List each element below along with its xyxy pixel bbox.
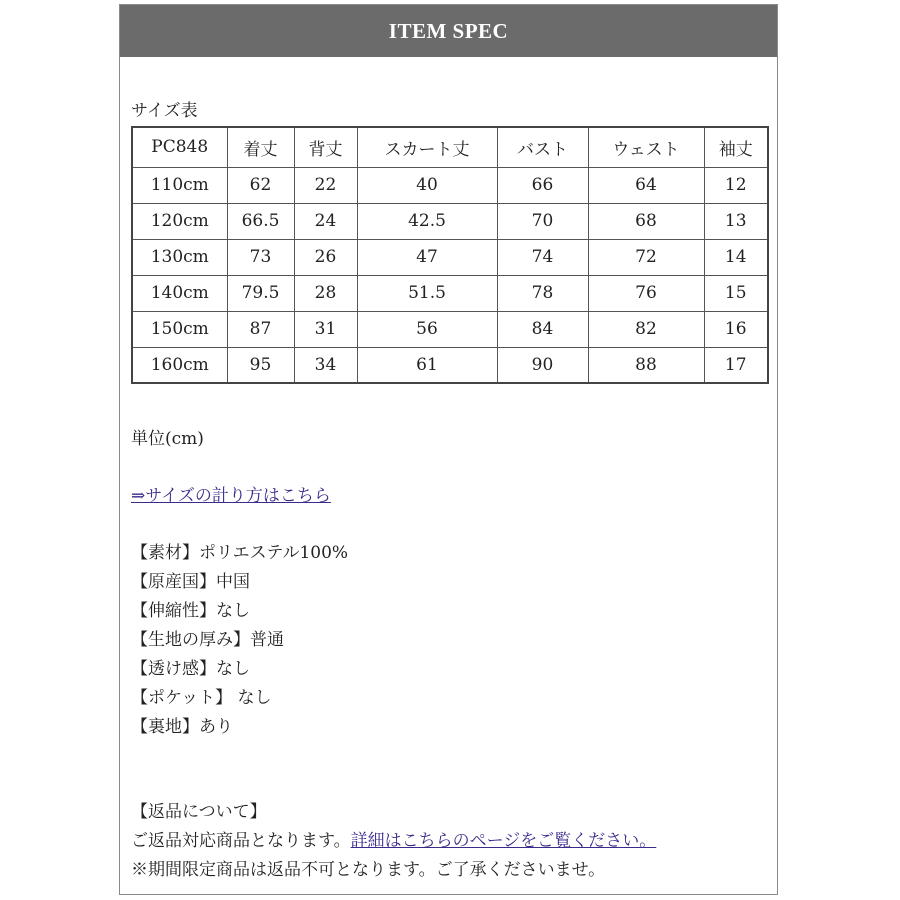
size-table-size-cell: 160cm xyxy=(132,347,227,383)
size-table-value-cell: 84 xyxy=(497,311,588,347)
spec-lining: 【裏地】あり xyxy=(131,717,233,737)
size-measure-link[interactable]: ⇒サイズの計り方はこちら xyxy=(131,486,331,506)
size-table-value-cell: 90 xyxy=(497,347,588,383)
spec-pocket: 【ポケット】 なし xyxy=(131,688,272,708)
size-table-row xyxy=(132,275,768,311)
size-table-header-cell: PC848 xyxy=(132,127,227,167)
unit-note: 単位(cm) xyxy=(131,429,204,449)
size-table-value-cell: 62 xyxy=(227,167,294,203)
size-table-size-cell: 140cm xyxy=(132,275,227,311)
size-table-value-cell: 74 xyxy=(497,239,588,275)
size-table-row xyxy=(132,311,768,347)
item-spec-header xyxy=(120,5,777,57)
item-spec-title: ITEM SPEC xyxy=(388,18,509,43)
size-table-value-cell: 12 xyxy=(704,167,768,203)
size-table-value-cell: 95 xyxy=(227,347,294,383)
size-table-size-cell: 150cm xyxy=(132,311,227,347)
size-table-caption: サイズ表 xyxy=(131,101,198,121)
size-table-value-cell: 26 xyxy=(294,239,357,275)
size-table-value-cell: 72 xyxy=(588,239,704,275)
size-table-value-cell: 47 xyxy=(357,239,497,275)
size-table-header-cell: ウェスト xyxy=(588,127,704,167)
size-table-size-cell: 130cm xyxy=(132,239,227,275)
returns-text: ご返品対応商品となります。 xyxy=(131,831,351,851)
size-table-value-cell: 40 xyxy=(357,167,497,203)
size-table-value-cell: 24 xyxy=(294,203,357,239)
size-table-value-cell: 76 xyxy=(588,275,704,311)
size-table-header-cell: バスト xyxy=(497,127,588,167)
size-table-header-row xyxy=(132,127,768,167)
size-table-value-cell: 88 xyxy=(588,347,704,383)
size-table-value-cell: 28 xyxy=(294,275,357,311)
size-table-value-cell: 17 xyxy=(704,347,768,383)
size-table-value-cell: 64 xyxy=(588,167,704,203)
returns-detail-link[interactable]: 詳細はこちらのページをご覧ください。 xyxy=(350,831,657,851)
item-spec-panel xyxy=(119,4,778,895)
size-table-header-cell: スカート丈 xyxy=(357,127,497,167)
size-table-value-cell: 78 xyxy=(497,275,588,311)
spec-origin: 【原産国】中国 xyxy=(131,572,250,592)
size-table-value-cell: 16 xyxy=(704,311,768,347)
size-table-header-cell: 着丈 xyxy=(227,127,294,167)
size-table-value-cell: 73 xyxy=(227,239,294,275)
returns-line1 xyxy=(131,830,656,852)
size-table-row xyxy=(132,347,768,383)
size-table-value-cell: 68 xyxy=(588,203,704,239)
size-table-value-cell: 42.5 xyxy=(357,203,497,239)
size-table-value-cell: 66 xyxy=(497,167,588,203)
spec-stretch: 【伸縮性】なし xyxy=(131,601,250,621)
size-table-row xyxy=(132,239,768,275)
size-table-value-cell: 51.5 xyxy=(357,275,497,311)
size-table-value-cell: 13 xyxy=(704,203,768,239)
size-table-row xyxy=(132,167,768,203)
size-table-size-cell: 120cm xyxy=(132,203,227,239)
size-table-value-cell: 34 xyxy=(294,347,357,383)
size-table-value-cell: 31 xyxy=(294,311,357,347)
size-table-value-cell: 15 xyxy=(704,275,768,311)
size-table-value-cell: 66.5 xyxy=(227,203,294,239)
size-table-header-cell: 背丈 xyxy=(294,127,357,167)
size-table-row xyxy=(132,203,768,239)
size-table xyxy=(131,126,769,384)
spec-sheerness: 【透け感】なし xyxy=(131,659,250,679)
size-table-value-cell: 79.5 xyxy=(227,275,294,311)
size-table-value-cell: 82 xyxy=(588,311,704,347)
size-table-value-cell: 61 xyxy=(357,347,497,383)
returns-heading: 【返品について】 xyxy=(131,802,267,822)
size-table-value-cell: 56 xyxy=(357,311,497,347)
size-table-header-cell: 袖丈 xyxy=(704,127,768,167)
size-table-size-cell: 110cm xyxy=(132,167,227,203)
size-table-value-cell: 22 xyxy=(294,167,357,203)
spec-material: 【素材】ポリエステル100% xyxy=(131,543,349,563)
returns-notice: ※期間限定商品は返品不可となります。ご了承くださいませ。 xyxy=(131,860,606,880)
size-table-value-cell: 70 xyxy=(497,203,588,239)
size-table-value-cell: 87 xyxy=(227,311,294,347)
size-table-value-cell: 14 xyxy=(704,239,768,275)
spec-thickness: 【生地の厚み】普通 xyxy=(131,630,284,650)
